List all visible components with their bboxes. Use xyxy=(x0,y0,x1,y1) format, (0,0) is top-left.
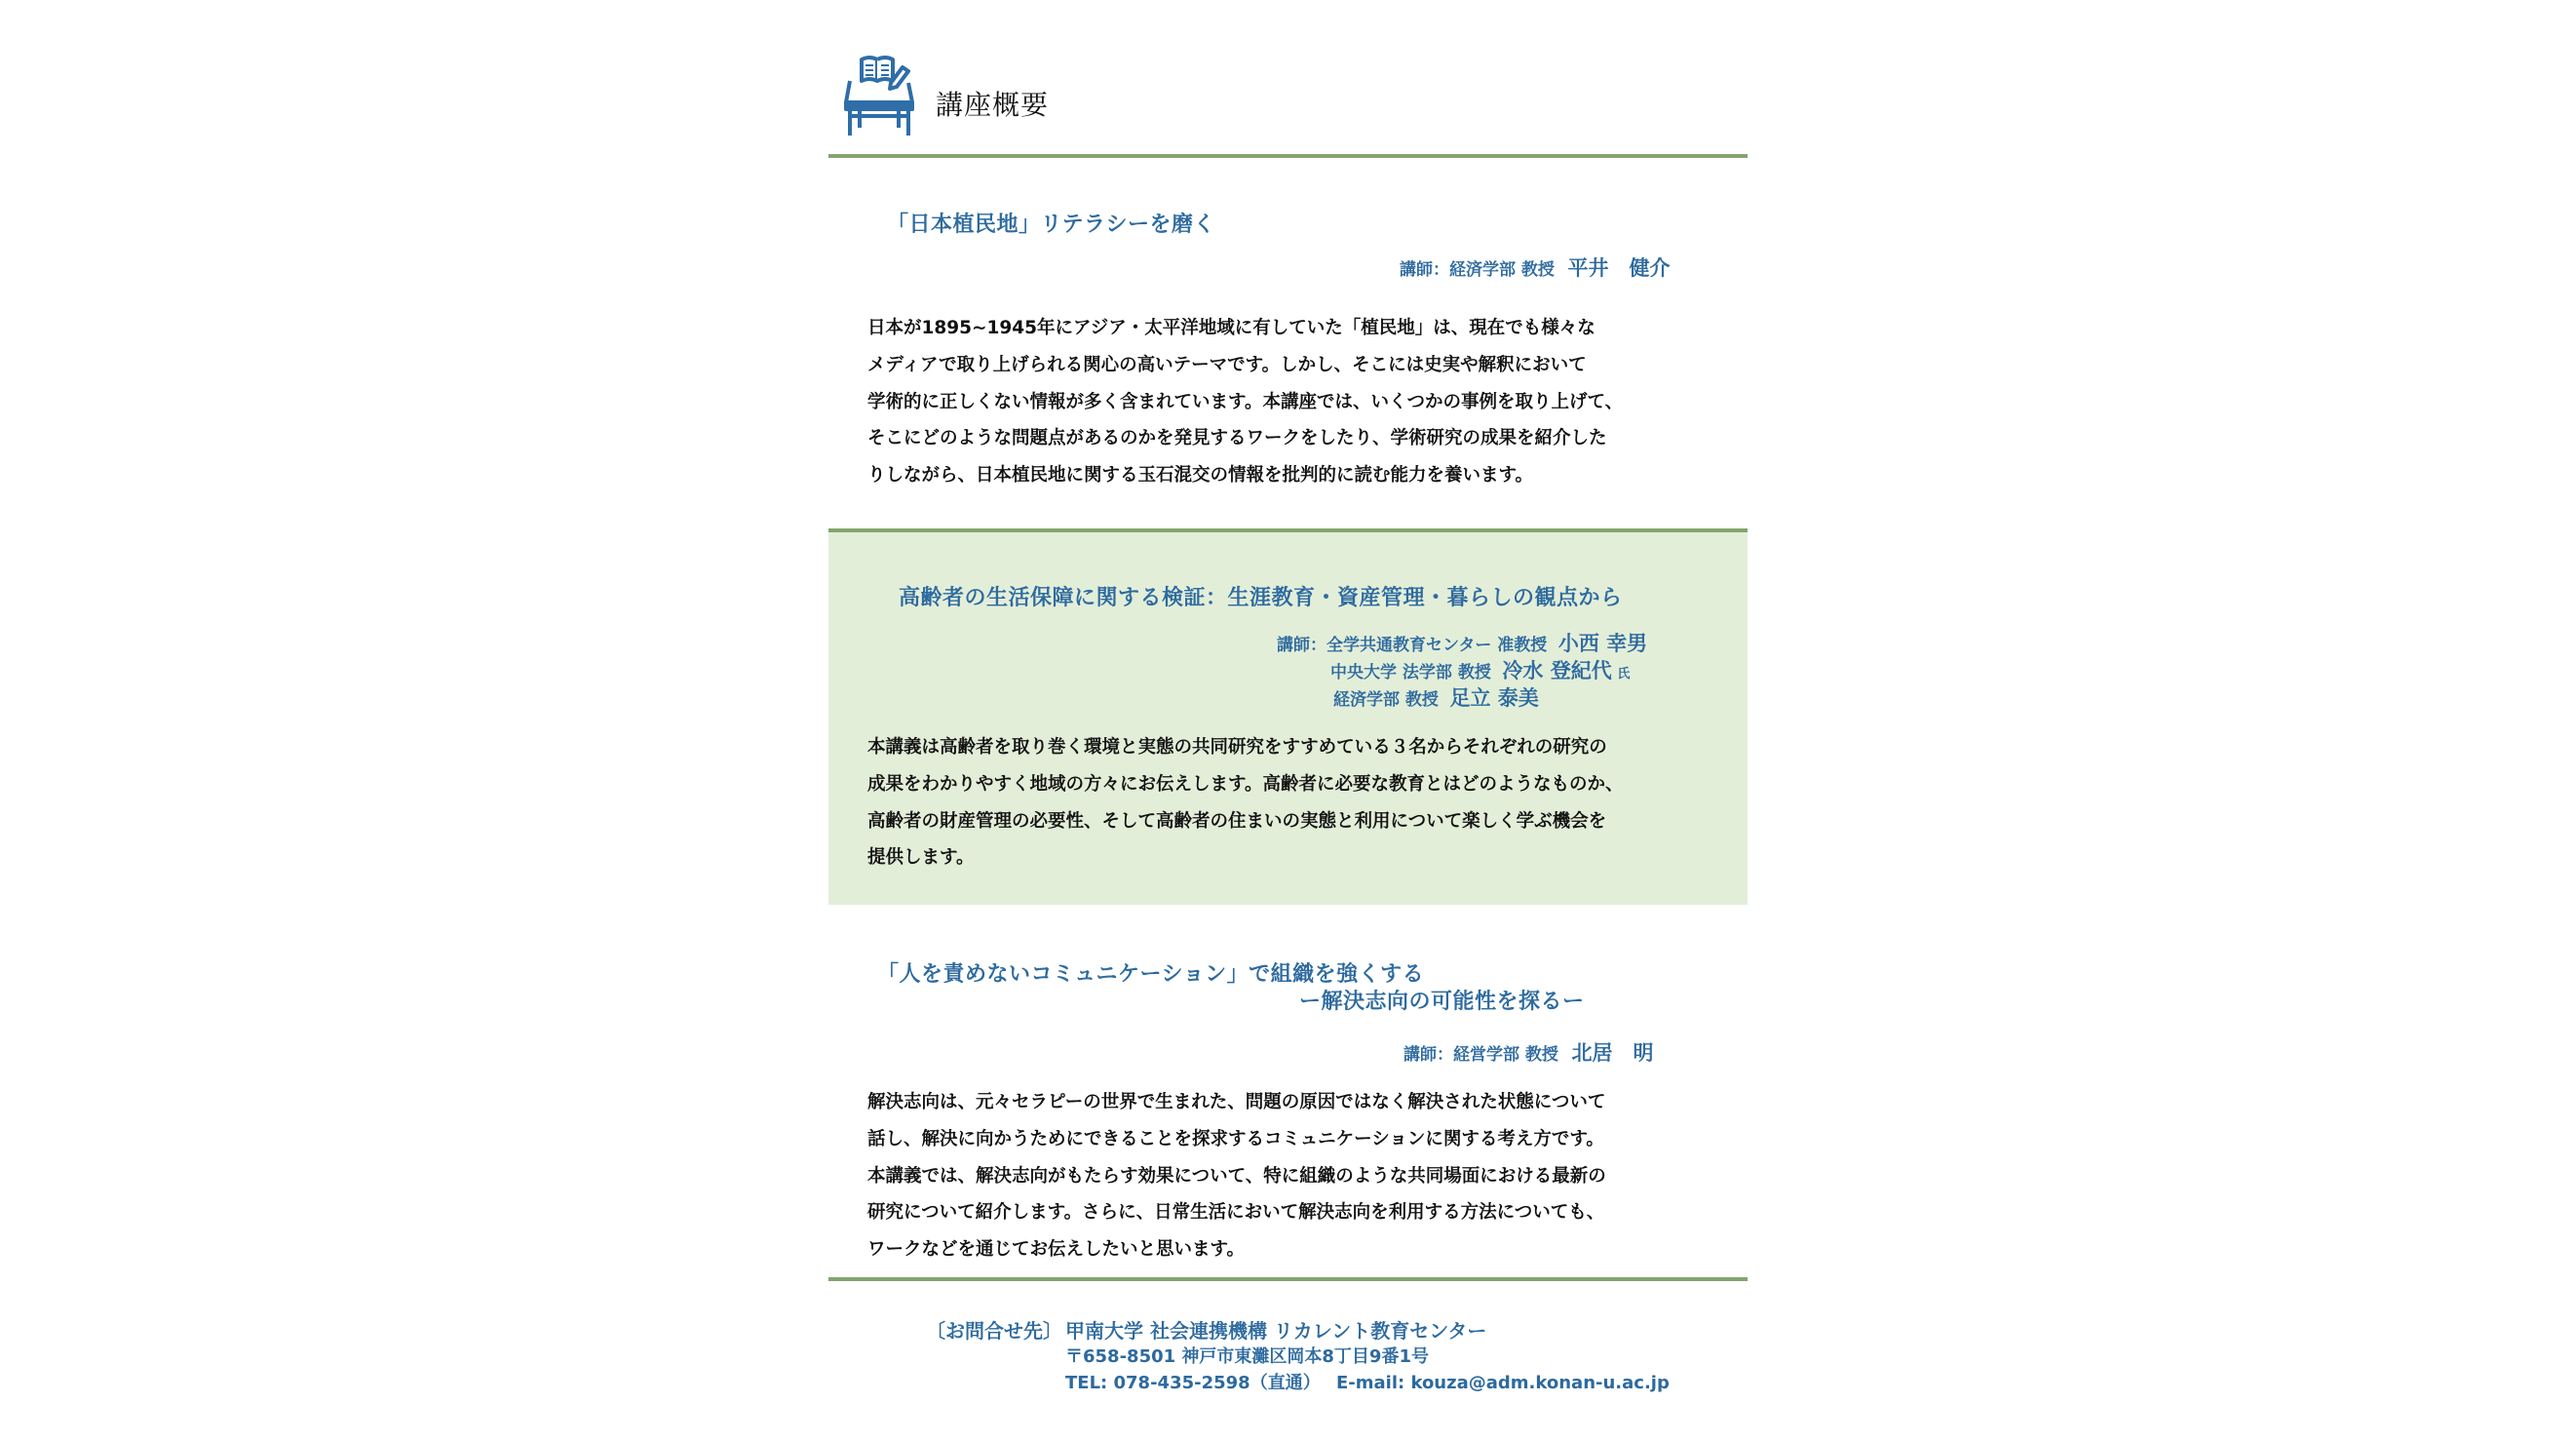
course-3-subtitle: ー解決志向の可能性を探るー xyxy=(1299,990,1585,1014)
course-2-title: 高齢者の生活保障に関する検証：生涯教育・資産管理・暮らしの観点から xyxy=(899,586,1623,610)
contact-address: 〒658-8501 神戸市東灘区岡本8丁目9番1号 xyxy=(1065,1346,1429,1367)
instructor-suffix: 氏 xyxy=(1617,667,1631,682)
text-line: 高齢者の財産管理の必要性、そして高齢者の住まいの実態と利用について楽しく学ぶ機会を xyxy=(867,810,1607,832)
instructor-name: 小西 幸男 xyxy=(1557,632,1648,655)
instructor-label: 講師：経済学部 教授 xyxy=(1400,260,1555,280)
course-2-instructor-1 xyxy=(1277,628,1647,657)
contact-organization: 甲南大学 社会連携機構 リカレント教育センター xyxy=(1065,1319,1487,1343)
text-line: ワークなどを通じてお伝えしたいと思います。 xyxy=(867,1239,1246,1261)
instructor-name: 平井 健介 xyxy=(1567,256,1671,280)
instructor-label: 講師：全学共通教育センター 准教授 xyxy=(1277,636,1548,655)
desk-book-pencil-icon xyxy=(842,54,916,139)
divider xyxy=(828,528,1748,532)
text-line: メディアで取り上げられる関心の高いテーマです。しかし、そこには史実や解釈において xyxy=(867,354,1587,375)
instructor-label: 経済学部 教授 xyxy=(1333,690,1439,710)
text-line: りしながら、日本植民地に関する玉石混交の情報を批判的に読む能力を養います。 xyxy=(867,465,1534,487)
text-line: 本講義は高齢者を取り巻く環境と実態の共同研究をすすめている３名からそれぞれの研究の xyxy=(867,737,1607,758)
contact-phone-email xyxy=(1065,1369,1670,1394)
divider xyxy=(828,154,1748,158)
text-line: 本講義では、解決志向がもたらす効果について、特に組織のような共同場面における最新の xyxy=(867,1165,1606,1187)
instructor-name: 北居 明 xyxy=(1571,1041,1654,1065)
text-line: そこにどのような問題点があるのかを発見するワークをしたり、学術研究の成果を紹介した xyxy=(867,428,1607,449)
contact-email[interactable]: E-mail: kouza@adm.konan-u.ac.jp xyxy=(1335,1373,1670,1393)
contact-label: 〔お問合せ先〕 xyxy=(926,1319,1062,1343)
course-3-description xyxy=(867,1084,1606,1268)
course-1-title: 「日本植民地」リテラシーを磨く xyxy=(887,213,1216,237)
instructor-label: 中央大学 法学部 教授 xyxy=(1330,663,1491,682)
text-line: 解決志向は、元々セラピーの世界で生まれた、問題の原因ではなく解決された状態について xyxy=(867,1092,1606,1112)
instructor-label: 講師：経営学部 教授 xyxy=(1403,1045,1558,1065)
course-1-instructor xyxy=(1400,253,1671,282)
instructor-name: 冷水 登紀代 xyxy=(1502,659,1612,682)
text-line: 学術的に正しくない情報が多く含まれています。本講座では、いくつかの事例を取り上げて、 xyxy=(867,391,1624,412)
divider xyxy=(828,1277,1748,1281)
course-3-title: 「人を責めないコミュニケーション」で組織を強くする xyxy=(877,962,1425,987)
contact-phone: TEL: 078-435-2598（直通） xyxy=(1065,1373,1321,1393)
instructor-name: 足立 泰美 xyxy=(1449,686,1539,710)
text-line: 話し、解決に向かうためにできることを探求するコミュニケーションに関する考え方です。 xyxy=(867,1128,1604,1150)
course-1-description xyxy=(867,310,1623,494)
text-line: 提供します。 xyxy=(867,847,975,869)
text-line: 成果をわかりやすく地域の方々にお伝えします。高齢者に必要な教育とはどのようなものか、 xyxy=(867,773,1624,795)
text-line: 日本が1895~1945年にアジア・太平洋地域に有していた「植民地」は、現在でも様々な xyxy=(867,318,1596,338)
course-2-instructor-2 xyxy=(1330,655,1630,684)
course-3-instructor xyxy=(1403,1037,1654,1067)
page-title: 講座概要 xyxy=(936,89,1050,121)
course-2-instructor-3 xyxy=(1333,682,1539,712)
course-2-description xyxy=(867,729,1624,877)
text-line: 研究について紹介します。さらに、日常生活において解決志向を利用する方法についても、 xyxy=(867,1202,1605,1224)
